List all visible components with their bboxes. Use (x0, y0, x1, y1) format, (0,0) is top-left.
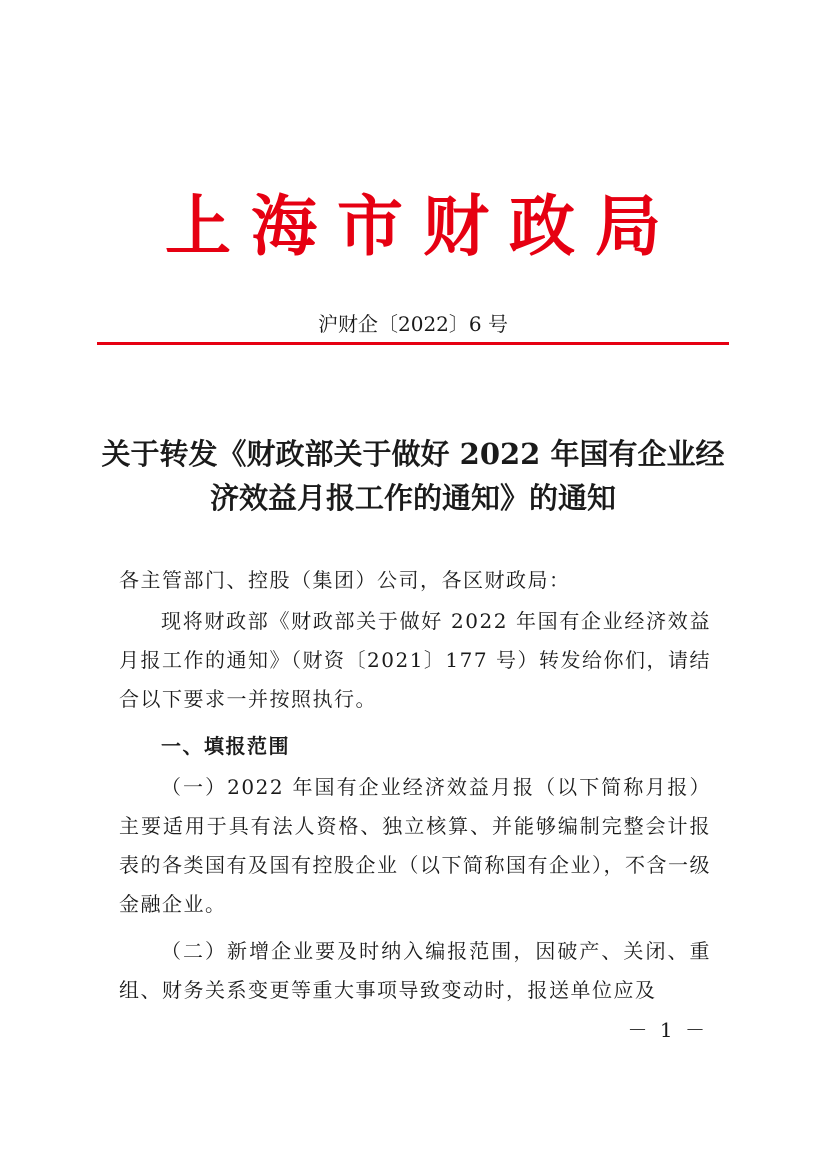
letterhead-char: 政 (509, 187, 575, 265)
letterhead-char: 市 (337, 187, 403, 265)
section-heading: 一、填报范围 (161, 734, 290, 758)
page-number: － 1 － (627, 1018, 708, 1042)
body-paragraph: （二）新增企业要及时纳入编报范围，因破产、关闭、重组、财务关系变更等重大事项导致变动时，报送单位应及 (119, 939, 711, 1002)
letterhead-char: 海 (251, 187, 317, 265)
letterhead-char: 局 (595, 187, 661, 265)
letterhead-divider (97, 342, 729, 345)
salutation: 各主管部门、控股（集团）公司，各区财政局： (119, 568, 571, 592)
intro-paragraph: 现将财政部《财政部关于做好 2022 年国有企业经济效益月报工作的通知》（财资〔2021〕177 号）转发给你们，请结合以下要求一并按照执行。 (119, 609, 711, 711)
body-paragraph: （一）2022 年国有企业经济效益月报（以下简称月报）主要适用于具有法人资格、独立核算、并能够编制完整会计报表的各类国有及国有控股企业（以下简称国有企业），不含一级金融企业。 (119, 775, 711, 916)
agency-letterhead-title (0, 186, 826, 266)
document-number: 沪财企〔2022〕6 号 (318, 312, 508, 336)
document-title: 关于转发《财政部关于做好 2022 年国有企业经济效益月报工作的通知》的通知 (101, 437, 725, 515)
letterhead-char: 财 (423, 187, 489, 265)
letterhead-char: 上 (165, 187, 231, 265)
